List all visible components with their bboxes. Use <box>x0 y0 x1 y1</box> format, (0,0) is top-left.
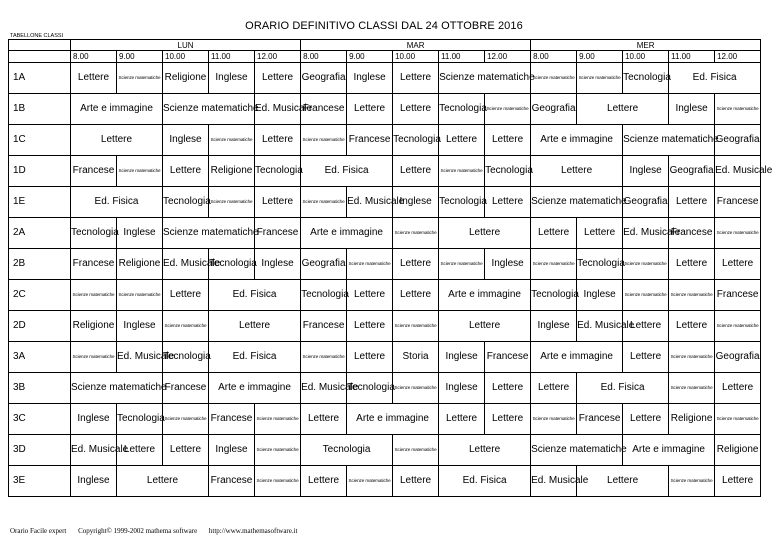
lesson-cell: Tecnologia <box>577 249 623 280</box>
lesson-cell: Lettere <box>715 373 761 404</box>
lesson-cell: Arte e immagine <box>209 373 301 404</box>
lesson-cell: Lettere <box>347 342 393 373</box>
lesson-cell: Scienze matematiche <box>439 249 485 280</box>
lesson-cell: Tecnologia <box>163 342 209 373</box>
class-name: 3C <box>9 404 71 435</box>
lesson-cell: Lettere <box>117 435 163 466</box>
lesson-cell: Lettere <box>485 125 531 156</box>
class-name: 1C <box>9 125 71 156</box>
table-row <box>9 280 761 311</box>
lesson-cell: Scienze matematiche <box>163 218 255 249</box>
lesson-cell: Ed. Musicale <box>531 466 577 497</box>
lesson-cell: Tecnologia <box>255 156 301 187</box>
lesson-cell: Geografia <box>531 94 577 125</box>
lesson-cell: Ed. Musicale <box>347 187 393 218</box>
lesson-cell: Scienze matematiche <box>347 466 393 497</box>
lesson-cell: Scienze matematiche <box>117 280 163 311</box>
lesson-cell: Inglese <box>117 311 163 342</box>
lesson-cell: Lettere <box>163 435 209 466</box>
lesson-cell: Scienze matematiche <box>301 342 347 373</box>
lesson-cell: Ed. Musicale <box>255 94 301 125</box>
lesson-cell: Scienze matematiche <box>531 404 577 435</box>
lesson-cell: Francese <box>577 404 623 435</box>
table-row <box>9 94 761 125</box>
lesson-cell: Scienze matematiche <box>531 249 577 280</box>
lesson-cell: Lettere <box>255 63 301 94</box>
lesson-cell: Inglese <box>439 342 485 373</box>
lesson-cell: Scienze matematiche <box>71 373 163 404</box>
time-slot-header: 12.00 <box>715 51 761 63</box>
lesson-cell: Scienze matematiche <box>301 187 347 218</box>
lesson-cell: Lettere <box>577 218 623 249</box>
lesson-cell: Tecnologia <box>393 125 439 156</box>
lesson-cell: Scienze matematiche <box>669 466 715 497</box>
table-row <box>9 218 761 249</box>
lesson-cell: Francese <box>71 249 117 280</box>
page-title: ORARIO DEFINITIVO CLASSI DAL 24 OTTOBRE 2016 <box>245 20 523 32</box>
lesson-cell: Lettere <box>71 125 163 156</box>
lesson-cell: Scienze matematiche <box>393 218 439 249</box>
lesson-cell: Lettere <box>485 373 531 404</box>
lesson-cell: Lettere <box>255 125 301 156</box>
lesson-cell: Scienze matematiche <box>393 373 439 404</box>
lesson-cell: Lettere <box>577 94 669 125</box>
lesson-cell: Tecnologia <box>531 280 577 311</box>
lesson-cell: Francese <box>347 125 393 156</box>
table-row <box>9 404 761 435</box>
lesson-cell: Scienze matematiche <box>163 404 209 435</box>
lesson-cell: Lettere <box>715 466 761 497</box>
table-row <box>9 125 761 156</box>
lesson-cell: Scienze matematiche <box>209 125 255 156</box>
time-slot-header: 9.00 <box>577 51 623 63</box>
lesson-cell: Scienze matematiche <box>715 311 761 342</box>
time-slot-header: 12.00 <box>255 51 301 63</box>
lesson-cell: Inglese <box>255 249 301 280</box>
lesson-cell: Lettere <box>439 218 531 249</box>
lesson-cell: Geografia <box>301 63 347 94</box>
lesson-cell: Arte e immagine <box>623 435 715 466</box>
class-name: 3E <box>9 466 71 497</box>
lesson-cell: Lettere <box>347 94 393 125</box>
lesson-cell: Lettere <box>439 125 485 156</box>
lesson-cell: Lettere <box>393 63 439 94</box>
lesson-cell: Francese <box>163 373 209 404</box>
lesson-cell: Inglese <box>439 373 485 404</box>
lesson-cell: Lettere <box>347 280 393 311</box>
lesson-cell: Lettere <box>715 249 761 280</box>
lesson-cell: Tecnologia <box>485 156 531 187</box>
lesson-cell: Lettere <box>669 311 715 342</box>
timetable <box>8 39 772 497</box>
lesson-cell: Ed. Fisica <box>669 63 761 94</box>
class-name: 2B <box>9 249 71 280</box>
lesson-cell: Scienze matematiche <box>255 466 301 497</box>
lesson-cell: Scienze matematiche <box>117 156 163 187</box>
lesson-cell: Scienze matematiche <box>393 435 439 466</box>
time-header-row <box>9 51 761 63</box>
lesson-cell: Tecnologia <box>71 218 117 249</box>
table-row <box>9 342 761 373</box>
lesson-cell: Scienze matematiche <box>669 373 715 404</box>
time-slot-header: 8.00 <box>531 51 577 63</box>
lesson-cell: Arte e immagine <box>301 218 393 249</box>
lesson-cell: Ed. Fisica <box>209 280 301 311</box>
lesson-cell: Scienze matematiche <box>301 125 347 156</box>
lesson-cell: Geografia <box>301 249 347 280</box>
table-row <box>9 63 761 94</box>
lesson-cell: Ed. Fisica <box>577 373 669 404</box>
lesson-cell: Lettere <box>393 156 439 187</box>
time-slot-header: 9.00 <box>347 51 393 63</box>
lesson-cell: Inglese <box>163 125 209 156</box>
lesson-cell: Lettere <box>163 156 209 187</box>
class-name: 1D <box>9 156 71 187</box>
lesson-cell: Scienze matematiche <box>531 63 577 94</box>
lesson-cell: Inglese <box>347 63 393 94</box>
lesson-cell: Tecnologia <box>439 187 485 218</box>
table-row <box>9 466 761 497</box>
lesson-cell: Inglese <box>485 249 531 280</box>
lesson-cell: Lettere <box>117 466 209 497</box>
lesson-cell: Francese <box>669 218 715 249</box>
lesson-cell: Inglese <box>531 311 577 342</box>
lesson-cell: Francese <box>209 466 255 497</box>
lesson-cell: Scienze matematiche <box>715 404 761 435</box>
lesson-cell: Inglese <box>393 187 439 218</box>
lesson-cell: Lettere <box>439 404 485 435</box>
lesson-cell: Francese <box>715 187 761 218</box>
lesson-cell: Scienze matematiche <box>393 311 439 342</box>
class-name: 1E <box>9 187 71 218</box>
lesson-cell: Francese <box>715 280 761 311</box>
lesson-cell: Religione <box>163 63 209 94</box>
footer-software: Orario Facile expert <box>10 527 67 535</box>
lesson-cell: Scienze matematiche <box>669 342 715 373</box>
footer-url: http://www.mathemasoftware.it <box>208 527 298 535</box>
lesson-cell: Storia <box>393 342 439 373</box>
lesson-cell: Tecnologia <box>623 63 669 94</box>
lesson-cell: Ed. Musicale <box>715 156 761 187</box>
lesson-cell: Ed. Musicale <box>117 342 163 373</box>
lesson-cell: Francese <box>485 342 531 373</box>
lesson-cell: Ed. Musicale <box>623 218 669 249</box>
class-name: 1A <box>9 63 71 94</box>
lesson-cell: Tecnologia <box>301 435 393 466</box>
lesson-cell: Lettere <box>531 373 577 404</box>
lesson-cell: Scienze matematiche <box>531 187 623 218</box>
lesson-cell: Francese <box>301 311 347 342</box>
lesson-cell: Lettere <box>255 187 301 218</box>
class-name: 2D <box>9 311 71 342</box>
lesson-cell: Ed. Fisica <box>301 156 393 187</box>
lesson-cell: Inglese <box>71 466 117 497</box>
table-row <box>9 311 761 342</box>
lesson-cell: Lettere <box>531 218 577 249</box>
lesson-cell: Scienze matematiche <box>623 249 669 280</box>
lesson-cell: Francese <box>255 218 301 249</box>
lesson-cell: Scienze matematiche <box>485 94 531 125</box>
lesson-cell: Scienze matematiche <box>209 187 255 218</box>
lesson-cell: Lettere <box>485 404 531 435</box>
lesson-cell: Ed. Fisica <box>439 466 531 497</box>
lesson-cell: Inglese <box>577 280 623 311</box>
lesson-cell: Inglese <box>209 435 255 466</box>
lesson-cell: Lettere <box>669 249 715 280</box>
lesson-cell: Lettere <box>301 466 347 497</box>
class-name: 2C <box>9 280 71 311</box>
lesson-cell: Religione <box>669 404 715 435</box>
lesson-cell: Scienze matematiche <box>255 435 301 466</box>
lesson-cell: Lettere <box>531 156 623 187</box>
footer <box>10 527 308 535</box>
lesson-cell: Inglese <box>209 63 255 94</box>
time-slot-header: 8.00 <box>71 51 117 63</box>
class-name: 3B <box>9 373 71 404</box>
time-slot-header: 11.00 <box>209 51 255 63</box>
lesson-cell: Arte e immagine <box>531 342 623 373</box>
time-slot-header: 12.00 <box>485 51 531 63</box>
lesson-cell: Lettere <box>347 311 393 342</box>
lesson-cell: Ed. Musicale <box>71 435 117 466</box>
table-row <box>9 156 761 187</box>
day-header-row <box>9 40 761 51</box>
lesson-cell: Francese <box>301 94 347 125</box>
time-slot-header: 8.00 <box>301 51 347 63</box>
lesson-cell: Arte e immagine <box>71 94 163 125</box>
lesson-cell: Inglese <box>623 156 669 187</box>
lesson-cell: Geografia <box>715 342 761 373</box>
lesson-cell: Lettere <box>623 311 669 342</box>
lesson-cell: Ed. Fisica <box>71 187 163 218</box>
time-slot-header: 11.00 <box>439 51 485 63</box>
lesson-cell: Lettere <box>209 311 301 342</box>
time-slot-header: 9.00 <box>117 51 163 63</box>
lesson-cell: Lettere <box>393 94 439 125</box>
lesson-cell: Religione <box>117 249 163 280</box>
lesson-cell: Geografia <box>669 156 715 187</box>
lesson-cell: Francese <box>71 156 117 187</box>
lesson-cell: Lettere <box>439 311 531 342</box>
header-corner <box>9 51 71 63</box>
lesson-cell: Scienze matematiche <box>715 94 761 125</box>
lesson-cell: Religione <box>71 311 117 342</box>
lesson-cell: Arte e immagine <box>531 125 623 156</box>
table-row <box>9 187 761 218</box>
day-header: LUN <box>71 40 301 51</box>
lesson-cell: Scienze matematiche <box>347 249 393 280</box>
lesson-cell: Ed. Fisica <box>209 342 301 373</box>
footer-copyright: Copyright© 1999-2002 mathema software <box>78 527 198 535</box>
lesson-cell: Tecnologia <box>439 94 485 125</box>
time-slot-header: 10.00 <box>163 51 209 63</box>
lesson-cell: Arte e immagine <box>347 404 439 435</box>
lesson-cell: Geografia <box>715 125 761 156</box>
lesson-cell: Lettere <box>393 466 439 497</box>
lesson-cell: Lettere <box>623 404 669 435</box>
class-name: 3D <box>9 435 71 466</box>
class-name: 3A <box>9 342 71 373</box>
lesson-cell: Tecnologia <box>347 373 393 404</box>
lesson-cell: Lettere <box>301 404 347 435</box>
table-row <box>9 373 761 404</box>
time-slot-header: 10.00 <box>623 51 669 63</box>
lesson-cell: Scienze matematiche <box>439 63 531 94</box>
lesson-cell: Ed. Musicale <box>577 311 623 342</box>
day-header: MAR <box>301 40 531 51</box>
lesson-cell: Francese <box>209 404 255 435</box>
lesson-cell: Scienze matematiche <box>163 311 209 342</box>
lesson-cell: Tecnologia <box>117 404 163 435</box>
lesson-cell: Scienze matematiche <box>439 156 485 187</box>
lesson-cell: Lettere <box>71 63 117 94</box>
lesson-cell: Ed. Musicale <box>301 373 347 404</box>
lesson-cell: Inglese <box>117 218 163 249</box>
lesson-cell: Tecnologia <box>301 280 347 311</box>
lesson-cell: Lettere <box>439 435 531 466</box>
lesson-cell: Lettere <box>669 187 715 218</box>
lesson-cell: Scienze matematiche <box>715 218 761 249</box>
table-row <box>9 435 761 466</box>
lesson-cell: Lettere <box>623 342 669 373</box>
header-corner <box>9 40 71 51</box>
lesson-cell: Inglese <box>71 404 117 435</box>
lesson-cell: Lettere <box>163 280 209 311</box>
lesson-cell: Tecnologia <box>163 187 209 218</box>
lesson-cell: Scienze matematiche <box>71 280 117 311</box>
table-row <box>9 249 761 280</box>
lesson-cell: Scienze matematiche <box>71 342 117 373</box>
lesson-cell: Scienze matematiche <box>623 125 715 156</box>
lesson-cell: Religione <box>715 435 761 466</box>
lesson-cell: Scienze matematiche <box>623 280 669 311</box>
day-header: MER <box>531 40 761 51</box>
lesson-cell: Tecnologia <box>209 249 255 280</box>
time-slot-header: 11.00 <box>669 51 715 63</box>
lesson-cell: Lettere <box>577 466 669 497</box>
lesson-cell: Religione <box>209 156 255 187</box>
lesson-cell: Scienze matematiche <box>255 404 301 435</box>
table-label: TABELLONE CLASSI <box>10 33 64 39</box>
lesson-cell: Scienze matematiche <box>577 63 623 94</box>
lesson-cell: Lettere <box>393 280 439 311</box>
lesson-cell: Scienze matematiche <box>117 63 163 94</box>
lesson-cell: Lettere <box>393 249 439 280</box>
lesson-cell: Ed. Musicale <box>163 249 209 280</box>
lesson-cell: Arte e immagine <box>439 280 531 311</box>
class-name: 1B <box>9 94 71 125</box>
lesson-cell: Scienze matematiche <box>531 435 623 466</box>
lesson-cell: Inglese <box>669 94 715 125</box>
lesson-cell: Lettere <box>485 187 531 218</box>
lesson-cell: Scienze matematiche <box>669 280 715 311</box>
time-slot-header: 10.00 <box>393 51 439 63</box>
lesson-cell: Scienze matematiche <box>163 94 255 125</box>
lesson-cell: Geografia <box>623 187 669 218</box>
class-name: 2A <box>9 218 71 249</box>
